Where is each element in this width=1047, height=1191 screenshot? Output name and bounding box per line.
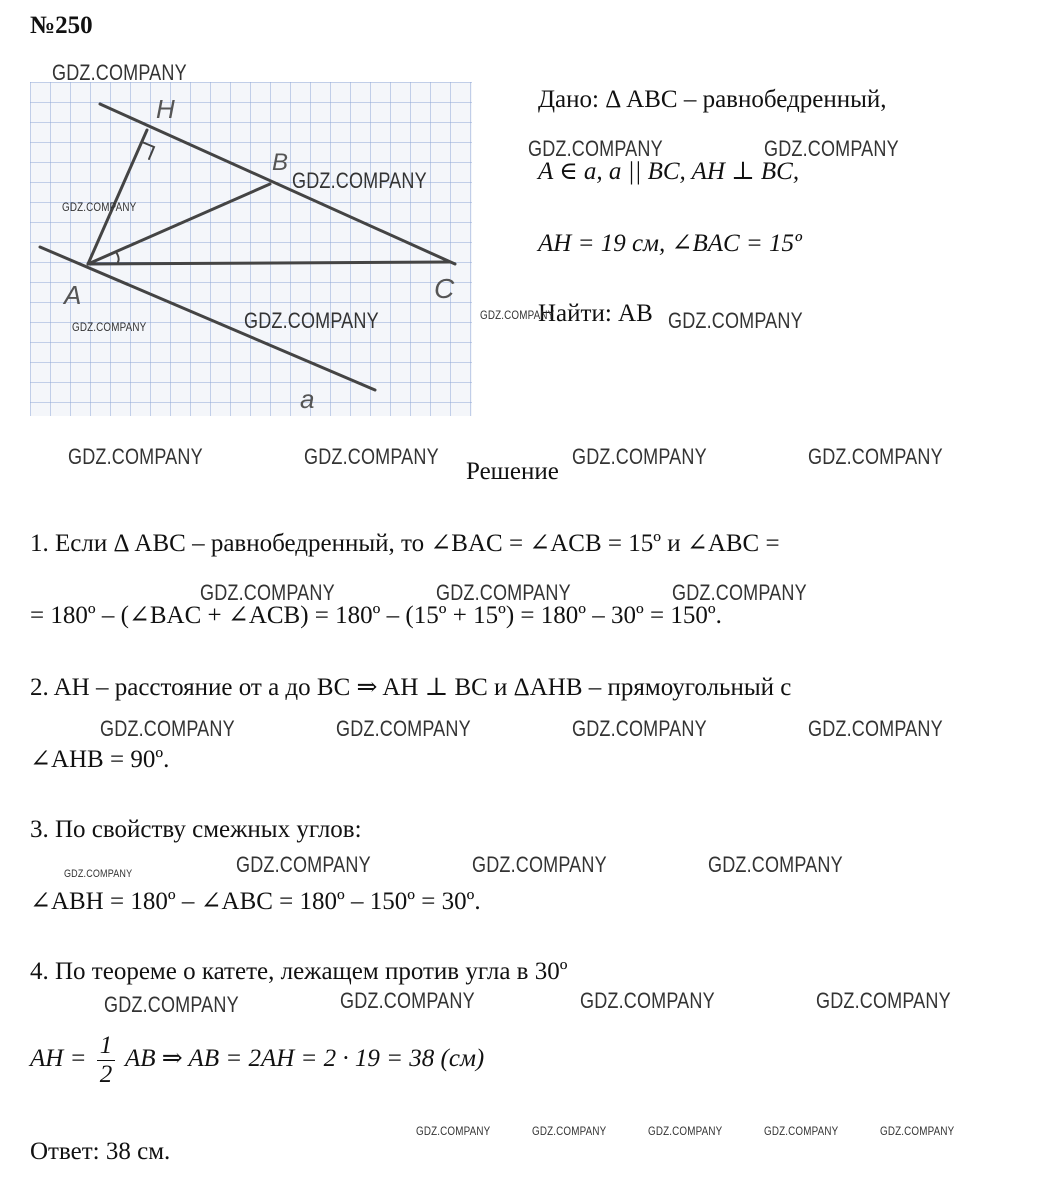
watermark: GDZ.COMPANY [340, 988, 475, 1013]
watermark: GDZ.COMPANY [580, 988, 715, 1013]
watermark: GDZ.COMPANY [416, 1124, 491, 1138]
grid-paper [30, 82, 472, 416]
fraction-one-half [97, 1032, 116, 1089]
watermark: GDZ.COMPANY [708, 852, 843, 877]
given-line-2: A ∈ a, a || BC, AH ⊥ BC, [538, 158, 800, 185]
watermark: GDZ.COMPANY [816, 988, 951, 1013]
watermark: GDZ.COMPANY [200, 580, 335, 605]
watermark: GDZ.COMPANY [336, 716, 471, 741]
watermark: GDZ.COMPANY [764, 136, 899, 161]
watermark: GDZ.COMPANY [880, 1124, 955, 1138]
label-c: C [434, 273, 455, 304]
watermark: GDZ.COMPANY [236, 852, 371, 877]
fraction-denominator: 2 [99, 1061, 113, 1088]
problem-number: №250 [30, 12, 93, 39]
given-line-1: Дано: Δ ABC – равнобедренный, [538, 86, 887, 113]
step-4-formula [30, 1032, 484, 1089]
watermark: GDZ.COMPANY [572, 716, 707, 741]
watermark: GDZ.COMPANY [52, 60, 187, 85]
formula-right: AB ⇒ AB = 2AH = 2 · 19 = 38 (см) [125, 1045, 485, 1073]
watermark: GDZ.COMPANY [62, 200, 137, 214]
solution-title: Решение [466, 458, 559, 485]
step-1-line-2: = 180º – (∠BAC + ∠ACB) = 180º – (15º + 15º) = 180º – 30º = 150º. [30, 602, 722, 629]
label-h: H [156, 94, 175, 124]
label-line-a: a [300, 384, 315, 414]
watermark: GDZ.COMPANY [480, 308, 555, 322]
watermark: GDZ.COMPANY [672, 580, 807, 605]
formula-left: AH = [30, 1045, 87, 1073]
step-3-line-1: 3. По свойству смежных углов: [30, 816, 362, 843]
fraction-numerator: 1 [97, 1032, 116, 1061]
step-3-line-2: ∠ABH = 180º – ∠ABC = 180º – 150º = 30º. [30, 888, 481, 915]
watermark: GDZ.COMPANY [436, 580, 571, 605]
watermark: GDZ.COMPANY [668, 308, 803, 333]
answer: Ответ: 38 см. [30, 1138, 171, 1165]
watermark: GDZ.COMPANY [764, 1124, 839, 1138]
watermark: GDZ.COMPANY [528, 136, 663, 161]
label-a: A [64, 280, 82, 310]
watermark: GDZ.COMPANY [572, 444, 707, 469]
watermark: GDZ.COMPANY [532, 1124, 607, 1138]
step-4-line-1: 4. По теореме о катете, лежащем против угла в 30º [30, 958, 568, 985]
given-line-3: AH = 19 см, ∠BAC = 15º [538, 230, 802, 257]
watermark: GDZ.COMPANY [68, 444, 203, 469]
step-1-line-1: 1. Если Δ ABC – равнобедренный, то ∠BAC = ∠ACB = 15º и ∠ABC = [30, 530, 780, 557]
watermark: GDZ.COMPANY [100, 716, 235, 741]
watermark: GDZ.COMPANY [292, 168, 427, 193]
find-line: Найти: AB [538, 300, 653, 327]
label-b: B [272, 149, 289, 176]
geometry-figure [30, 82, 472, 416]
watermark: GDZ.COMPANY [808, 716, 943, 741]
step-2-line-1: 2. AH – расстояние от a до BC ⇒ AH ⊥ BC и ΔAHB – прямоугольный с [30, 674, 792, 701]
watermark: GDZ.COMPANY [64, 868, 133, 880]
step-2-line-2: ∠AHB = 90º. [30, 746, 170, 773]
watermark: GDZ.COMPANY [244, 308, 379, 333]
watermark: GDZ.COMPANY [304, 444, 439, 469]
watermark: GDZ.COMPANY [808, 444, 943, 469]
segment-ac [88, 262, 450, 264]
watermark: GDZ.COMPANY [472, 852, 607, 877]
watermark: GDZ.COMPANY [72, 320, 147, 334]
watermark: GDZ.COMPANY [648, 1124, 723, 1138]
watermark: GDZ.COMPANY [104, 992, 239, 1017]
